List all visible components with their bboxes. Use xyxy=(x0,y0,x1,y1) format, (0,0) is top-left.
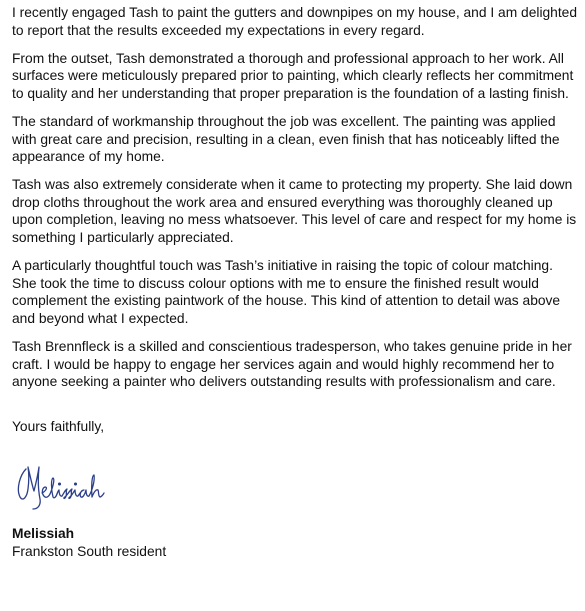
handwritten-signature xyxy=(12,457,122,515)
paragraph-6: Tash Brennfleck is a skilled and conscientious tradesperson, who takes genuine pride in her craft. I would be happy to engage her services again and would highly recommend her to anyone seeking a painter who delivers outstanding results with professionalism and care. xyxy=(12,339,572,390)
paragraph-4: Tash was also extremely considerate when it came to protecting my property. She laid down drop cloths throughout the work area and ensured everything was thoroughly cleaned up upon completion, leaving no mess whatsoever. This level of care and respect for my home is something I particularly appreciated. xyxy=(12,177,577,246)
paragraph-1: I recently engaged Tash to paint the gutters and downpipes on my house, and I am delighted to report that the results exceeded my expectations in every regard. xyxy=(12,5,578,38)
paragraph-3: The standard of workmanship throughout the job was excellent. The painting was applied with great care and precision, resulting in a clean, even finish that has noticeably lifted the appearance of my home. xyxy=(12,113,560,165)
signer-name: Melissiah xyxy=(12,526,75,542)
paragraph-5: A particularly thoughtful touch was Tash’s initiative in raising the topic of colour matching. She took the time to discuss colour options with me to ensure the finished result would complement the existing paintwork of the house. This kind of attention to detail was above and beyond what I expected. xyxy=(12,258,561,326)
paragraph-2: From the outset, Tash demonstrated a thorough and professional approach to her work. All surfaces were meticulously prepared prior to painting, which clearly reflects her commitment to quality and her understanding that proper preparation is the foundation of a lasting finish. xyxy=(12,50,574,101)
closing-salutation: Yours faithfully, xyxy=(12,418,105,434)
signature-strokes xyxy=(18,467,104,509)
signer-title: Frankston South resident xyxy=(12,543,167,559)
letter-body xyxy=(12,4,578,561)
